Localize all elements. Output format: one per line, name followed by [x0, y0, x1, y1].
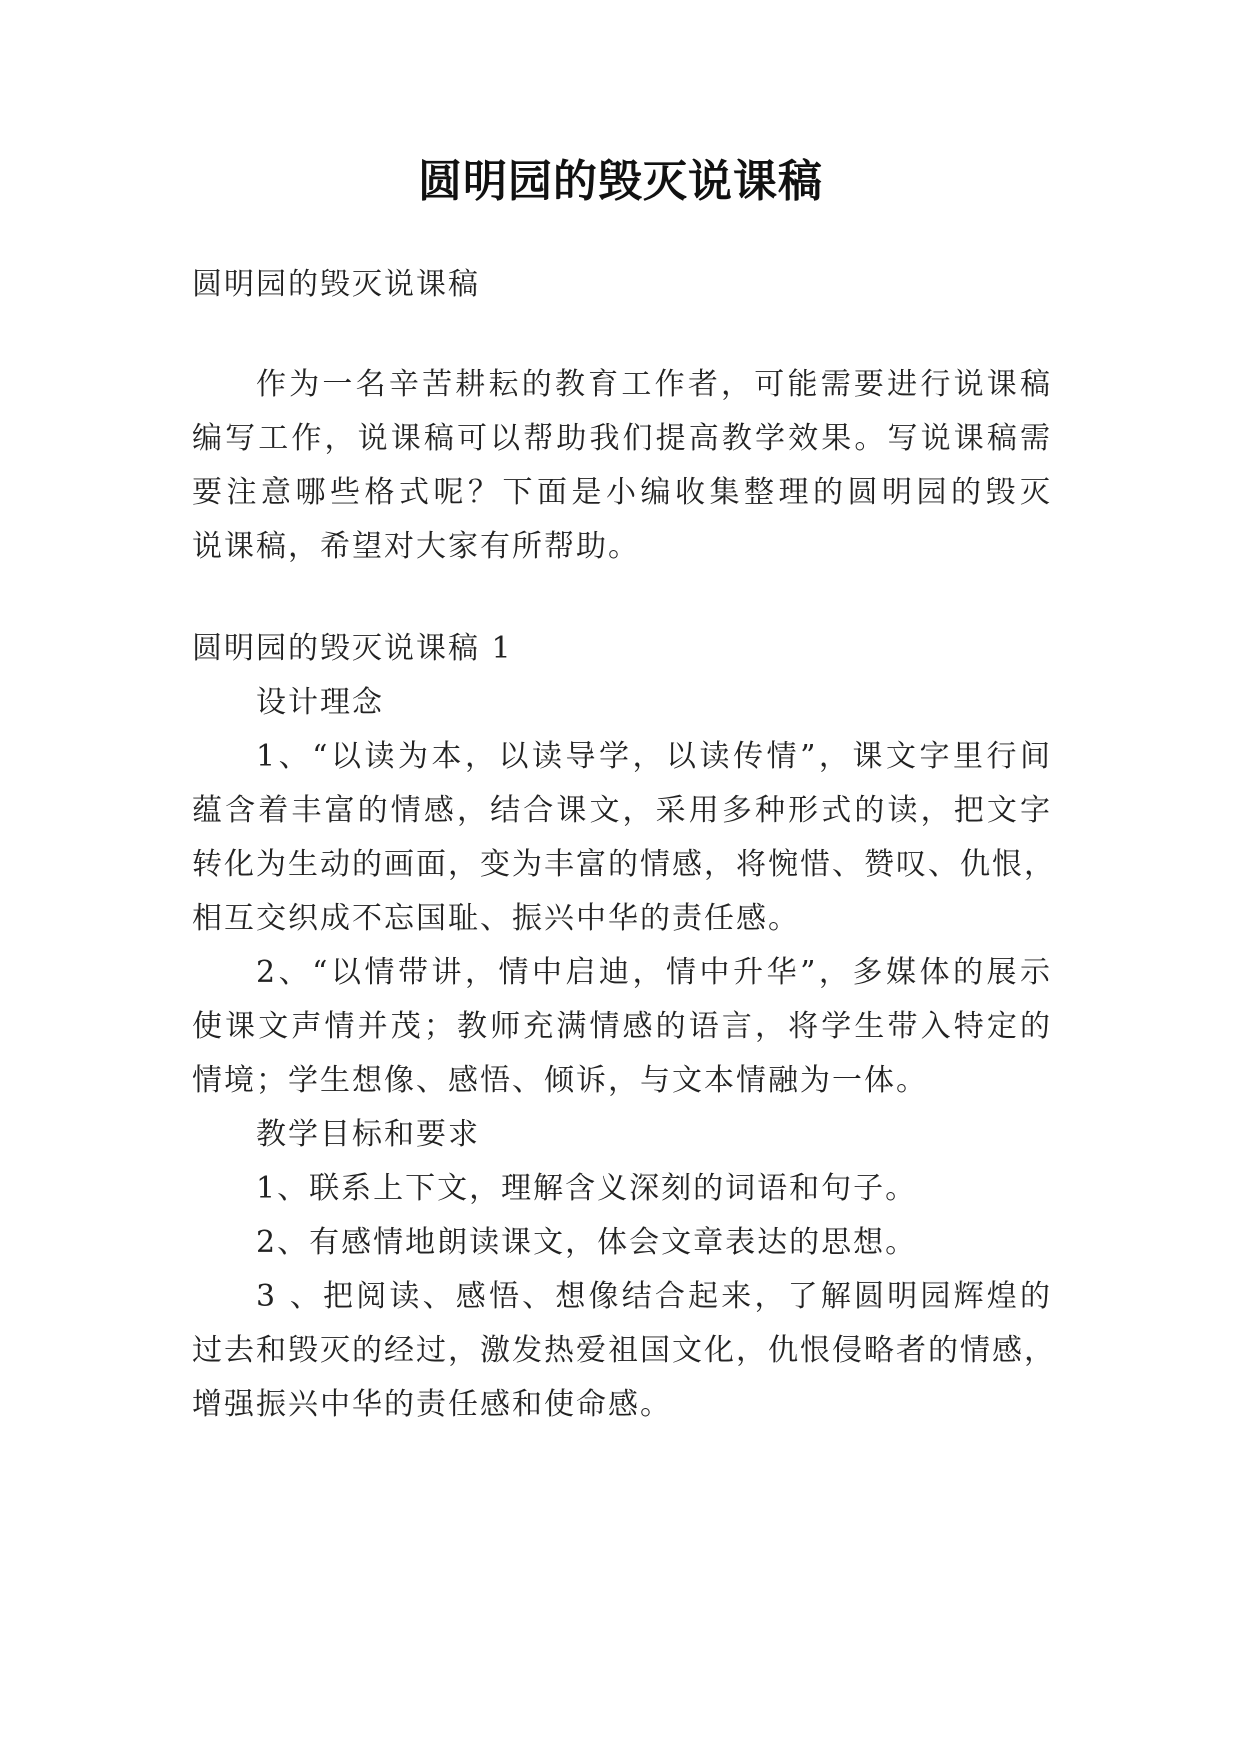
- intro-line: 说课稿，希望对大家有所帮助。: [192, 529, 640, 564]
- document-subtitle: 圆明园的毁灭说课稿: [192, 267, 480, 302]
- design-paragraph-1-line: 转化为生动的画面，变为丰富的情感，将惋惜、赞叹、仇恨，: [192, 847, 1056, 882]
- design-paragraph-1-line: 蕴含着丰富的情感，结合课文，采用多种形式的读，把文字: [192, 793, 1052, 828]
- intro-line: 要注意哪些格式呢？下面是小编收集整理的圆明园的毁灭: [192, 475, 1052, 510]
- goals-heading: 教学目标和要求: [256, 1117, 480, 1152]
- intro-line: 编写工作，说课稿可以帮助我们提高教学效果。写说课稿需: [192, 421, 1052, 456]
- goal-item-2: 2、有感情地朗读课文，体会文章表达的思想。: [256, 1225, 918, 1260]
- goal-item-1: 1、联系上下文，理解含义深刻的词语和句子。: [256, 1171, 918, 1206]
- design-paragraph-1-line: 相互交织成不忘国耻、振兴中华的责任感。: [192, 901, 800, 936]
- design-paragraph-1-line: 1、“以读为本，以读导学，以读传情”，课文字里行间: [256, 739, 1052, 774]
- section-heading: 圆明园的毁灭说课稿 1: [192, 631, 513, 666]
- goal-item-3-line: 过去和毁灭的经过，激发热爱祖国文化，仇恨侵略者的情感，: [192, 1333, 1056, 1368]
- design-paragraph-2-line: 2、“以情带讲，情中启迪，情中升华”，多媒体的展示: [256, 955, 1052, 990]
- design-paragraph-2-line: 情境；学生想像、感悟、倾诉，与文本情融为一体。: [192, 1063, 928, 1098]
- goal-item-3-line: 3 、把阅读、感悟、想像结合起来，了解圆明园辉煌的: [256, 1279, 1052, 1314]
- document-title: 圆明园的毁灭说课稿: [418, 156, 823, 207]
- design-paragraph-2-line: 使课文声情并茂；教师充满情感的语言，将学生带入特定的: [192, 1009, 1052, 1044]
- intro-line: 作为一名辛苦耕耘的教育工作者，可能需要进行说课稿: [256, 367, 1052, 402]
- goal-item-3-line: 增强振兴中华的责任感和使命感。: [192, 1387, 672, 1422]
- design-heading: 设计理念: [256, 685, 384, 720]
